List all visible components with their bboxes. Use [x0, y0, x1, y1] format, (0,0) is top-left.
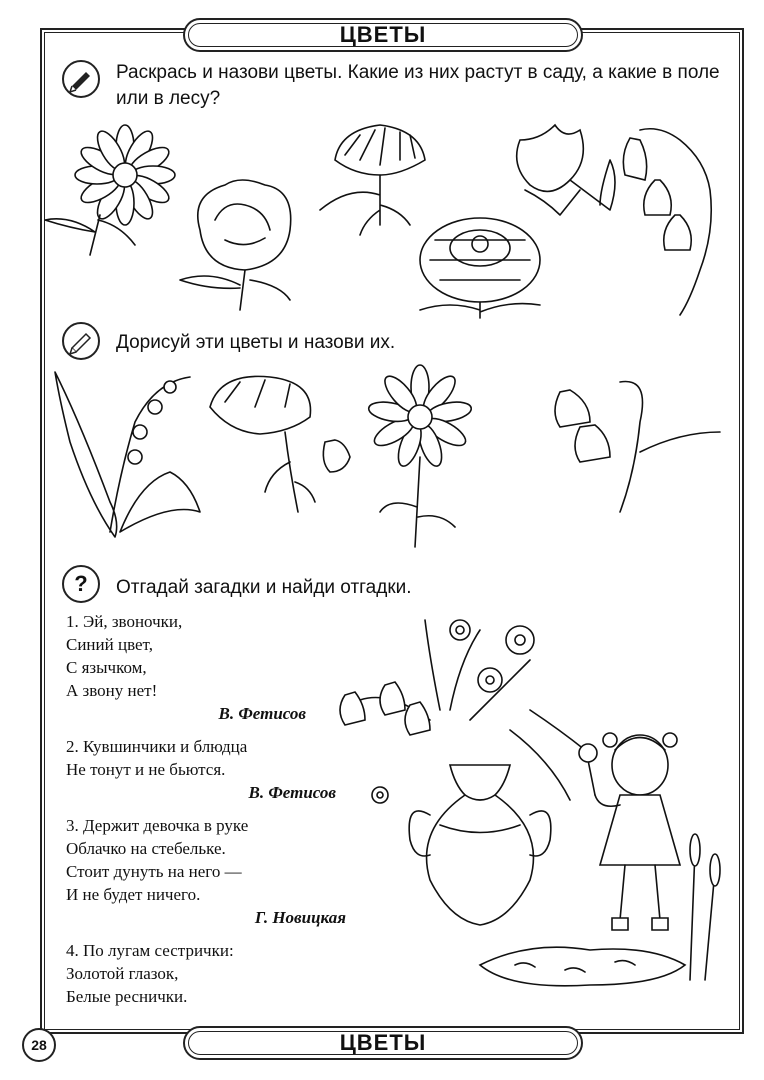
task3-instruction: Отгадай загадки и найди отгадки.: [116, 577, 412, 598]
riddle-line: И не будет ничего.: [66, 885, 201, 904]
lily-of-the-valley-sketch: [55, 372, 200, 537]
carnation-sketch: [210, 376, 350, 512]
daisy-illustration: [45, 125, 175, 255]
riddle-author: В. Фетисов: [218, 704, 306, 723]
riddles-list: [66, 610, 366, 1018]
carnation-illustration: [320, 125, 425, 235]
riddle-author: Г. Новицкая: [254, 908, 346, 927]
riddle-1: [66, 610, 366, 725]
riddle-line: 3. Держит девочка в руке: [66, 816, 249, 835]
flowers-row-2: [40, 362, 740, 562]
bellflower-sketch: [555, 382, 720, 513]
page-number: 28: [22, 1028, 56, 1062]
tulip-illustration: [517, 125, 615, 215]
riddle-author: В. Фетисов: [248, 783, 336, 802]
riddle-line: Синий цвет,: [66, 635, 153, 654]
vase-illustration: [409, 765, 551, 925]
riddle-line: 2. Кувшинчики и блюдца: [66, 737, 248, 756]
riddle-line: Стоит дунуть на него —: [66, 862, 242, 881]
task1-instruction: Раскрась и назови цветы. Какие из них растут в саду, а какие в поле или в лесу?: [116, 62, 720, 109]
flowers-row-1: [40, 120, 740, 320]
aster-illustration: [420, 218, 540, 318]
page-title: ЦВЕТЫ: [183, 18, 583, 52]
footer-title: ЦВЕТЫ: [183, 1026, 583, 1060]
riddle-line: 4. По лугам сестрички:: [66, 941, 234, 960]
riddle-line: А звону нет!: [66, 681, 158, 700]
pencil-icon: [62, 60, 100, 98]
riddle-2: [66, 735, 366, 804]
riddle-line: Не тонут и не бьются.: [66, 760, 226, 779]
riddle-4: [66, 939, 366, 1008]
pencil-icon-2: [62, 322, 100, 360]
task2-instruction: Дорисуй эти цветы и назови их.: [116, 332, 396, 353]
riddle-line: 1. Эй, звоночки,: [66, 612, 183, 631]
riddle-line: Золотой глазок,: [66, 964, 179, 983]
riddle-line: Белые реснички.: [66, 987, 188, 1006]
girl-illustration: [579, 733, 680, 930]
riddle-line: Облачко на стебельке.: [66, 839, 226, 858]
rose-illustration: [180, 180, 291, 310]
vase-and-girl-illustration: [330, 600, 730, 1010]
daisy-sketch: [367, 365, 473, 547]
riddle-3: [66, 814, 366, 929]
bellflower-illustration: [623, 129, 711, 315]
question-icon: ?: [62, 565, 100, 603]
riddle-line: С язычком,: [66, 658, 147, 677]
